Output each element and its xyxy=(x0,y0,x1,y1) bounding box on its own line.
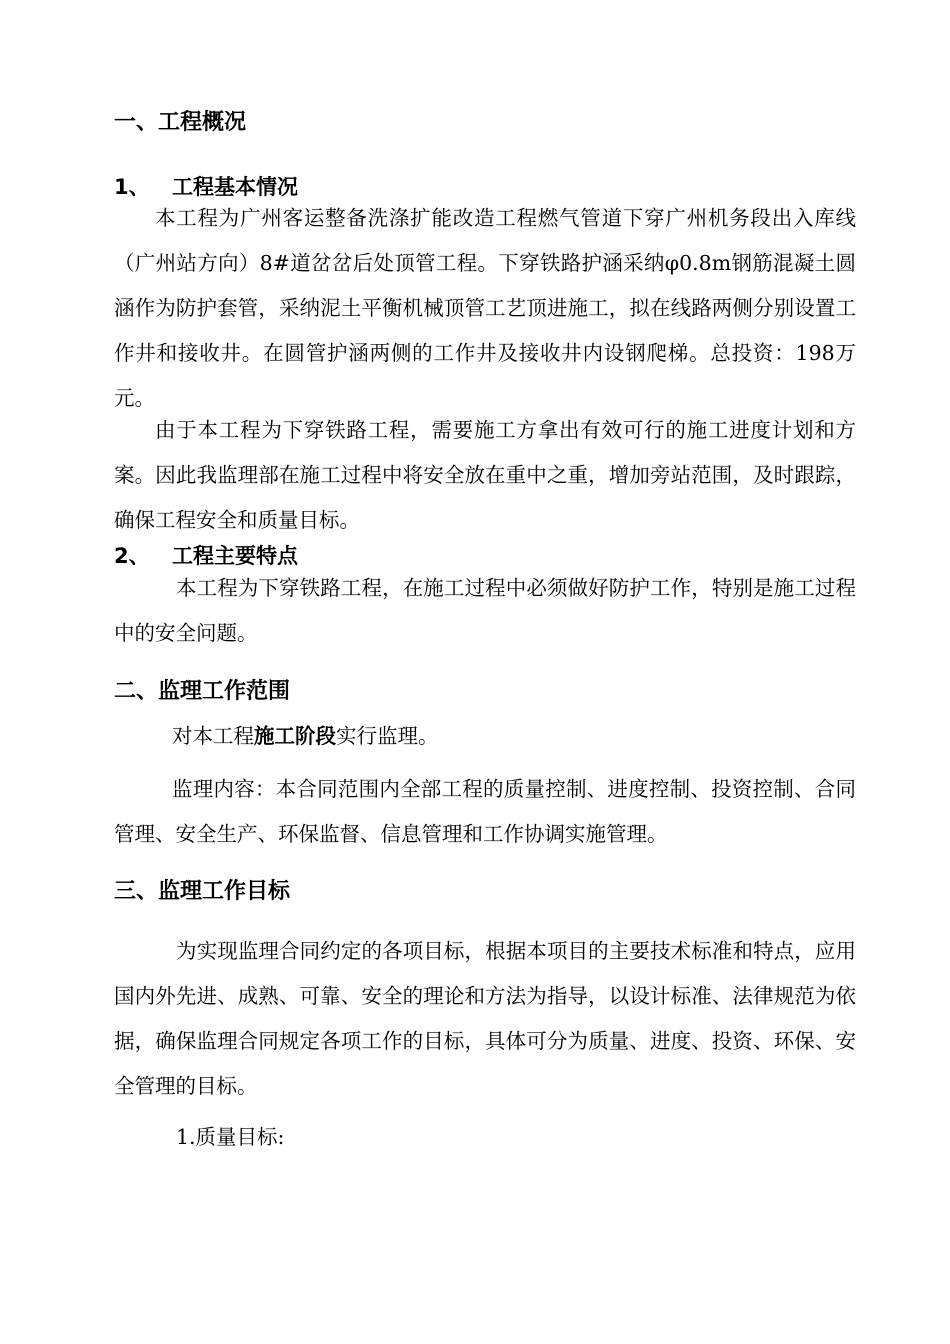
main-features-paragraph: 本工程为下穿铁路工程，在施工过程中必须做好防护工作，特别是施工过程中的安全问题。 xyxy=(114,576,856,645)
quality-objective-item: 1.质量目标: xyxy=(176,1125,285,1149)
schedule-safety-paragraph: 由于本工程为下穿铁路工程，需要施工方拿出有效可行的施工进度计划和方案。因此我监理部在施工过程中将安全放在重中之重，增加旁站范围，及时跟踪，确保工程安全和质量目标。 xyxy=(114,418,856,532)
subsection-1-number: 1、 xyxy=(114,175,150,199)
supervision-scope-paragraph xyxy=(114,714,856,759)
scope-suffix: 实行监理。 xyxy=(336,724,439,748)
subsection-1-title: 工程基本情况 xyxy=(172,175,298,199)
supervision-content-paragraph: 监理内容：本合同范围内全部工程的质量控制、进度控制、投资控制、合同管理、安全生产、环保监督、信息管理和工作协调实施管理。 xyxy=(114,777,856,846)
subsection-2-title: 工程主要特点 xyxy=(172,544,298,568)
section-1-heading: 一、工程概况 xyxy=(114,110,247,135)
supervision-objectives-paragraph: 为实现监理合同约定的各项目标，根据本项目的主要技术标准和特点，应用国内外先进、成熟、可靠、安全的理论和方法为指导，以设计标准、法律规范为依据，确保监理合同规定各项工作的目标，具体可分为质量、进度、投资、环保、安全管理的目标。 xyxy=(114,939,856,1098)
subsection-2-number: 2、 xyxy=(114,544,150,568)
scope-construction-phase: 施工阶段 xyxy=(254,724,336,748)
section-2-heading: 二、监理工作范围 xyxy=(114,679,291,704)
scope-prefix: 对本工程 xyxy=(172,724,254,748)
project-overview-paragraph: 本工程为广州客运整备洗涤扩能改造工程燃气管道下穿广州机务段出入库线（广州站方向）8#道岔岔后处顶管工程。下穿铁路护涵采纳φ0.8m钢筋混凝土圆涵作为防护套管，采纳泥土平衡机械顶管工艺顶进施工，拟在线路两侧分别设置工作井和接收井。在圆管护涵两侧的工作井及接收井内设钢爬梯。总投资：198万元。 xyxy=(114,206,856,410)
section-3-heading: 三、监理工作目标 xyxy=(114,879,291,904)
